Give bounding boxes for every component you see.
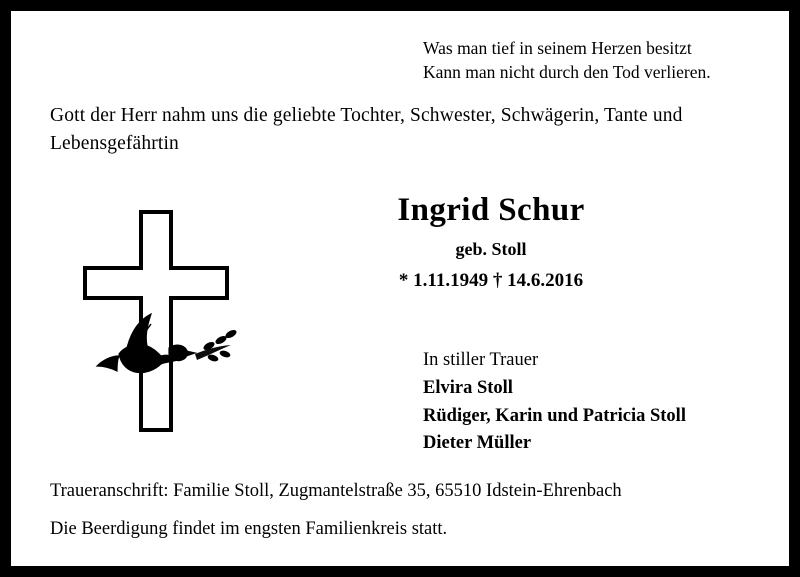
- mourners-block: [423, 347, 763, 458]
- mourners-lead: In stiller Trauer: [423, 350, 539, 370]
- birth-death-dates: * 1.11.1949 † 14.6.2016: [398, 270, 584, 292]
- border-right: [789, 0, 800, 577]
- border-left: [0, 0, 11, 577]
- mourning-address: Traueranschrift: Familie Stoll, Zugmantelstraße 35, 65510 Idstein-Ehrenbach: [50, 481, 622, 501]
- cross-icon: [85, 212, 227, 430]
- dove-icon: [97, 314, 238, 373]
- border-bottom: [0, 566, 800, 577]
- deceased-name: Ingrid Schur: [397, 192, 585, 228]
- deceased-block: [211, 191, 771, 293]
- verse-block: [423, 37, 773, 84]
- intro-text: Gott der Herr nahm uns die geliebte Tochter, Schwester, Schwägerin, Tante und Lebensgefährtin: [50, 105, 683, 155]
- footer-block: [50, 477, 770, 543]
- border-top: [0, 0, 800, 11]
- verse-line-2: Kann man nicht durch den Tod verlieren.: [423, 61, 711, 82]
- maiden-name: geb. Stoll: [455, 238, 527, 259]
- mourner-name: Elvira Stoll: [423, 377, 513, 398]
- mourner-name: Rüdiger, Karin und Patricia Stoll: [423, 405, 686, 426]
- notice-content: [11, 11, 789, 566]
- mourner-name: Dieter Müller: [423, 433, 532, 454]
- funeral-note: Die Beerdigung findet im engsten Familienkreis statt.: [50, 518, 448, 539]
- verse-line-1: Was man tief in seinem Herzen besitzt: [423, 38, 692, 58]
